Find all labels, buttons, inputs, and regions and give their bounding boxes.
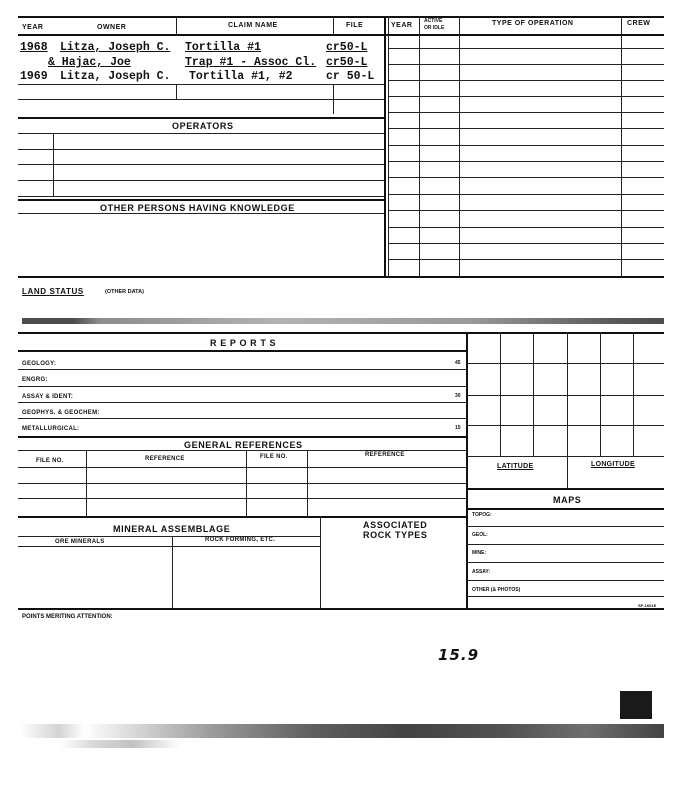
col-year-header: YEAR xyxy=(22,24,44,31)
panel-divider-inner xyxy=(388,16,389,278)
row-line xyxy=(18,99,384,100)
row-sep xyxy=(176,84,177,99)
col-owner-header: OWNER xyxy=(97,24,127,31)
grid-sep xyxy=(533,332,534,456)
other-persons-line xyxy=(18,213,384,214)
grid-line xyxy=(466,363,664,364)
grid-line xyxy=(466,425,664,426)
col-idle-header: OR IDLE xyxy=(424,25,445,31)
operators-title: OPERATORS xyxy=(172,121,234,131)
mineral-sep xyxy=(172,536,173,608)
header-bottom-border xyxy=(18,34,664,36)
right-row-line xyxy=(389,64,664,65)
right-row-line xyxy=(389,210,664,211)
map-other-label: OTHER (& PHOTOS) xyxy=(472,587,521,593)
row3-year: 1969 xyxy=(20,70,48,83)
map-mine-label: MINE: xyxy=(472,550,487,556)
gen-ref-sep xyxy=(246,450,247,516)
right-col-sep xyxy=(419,34,420,276)
operators-sep xyxy=(53,133,54,196)
grid-line xyxy=(466,395,664,396)
report-metallurgical-num: 15 xyxy=(455,425,461,431)
ref-file-no-2: FILE NO. xyxy=(260,454,288,460)
maps-top-border xyxy=(466,488,664,490)
row1-claim: Tortilla #1 xyxy=(185,41,261,54)
operators-line xyxy=(18,133,384,134)
right-row-line xyxy=(389,128,664,129)
operators-line xyxy=(18,180,384,181)
ref-file-no-1: FILE NO. xyxy=(36,458,64,464)
row2-claim: Trap #1 - Assoc Cl. xyxy=(185,56,317,69)
report-assay-num: 30 xyxy=(455,393,461,399)
other-persons-top-border xyxy=(18,199,384,201)
panel-divider xyxy=(384,16,386,278)
row2-file: cr50-L xyxy=(326,56,368,69)
ore-minerals-label: ORE MINERALS xyxy=(55,539,105,545)
points-meriting-attention: POINTS MERITING ATTENTION: xyxy=(22,614,113,620)
grid-sep xyxy=(600,332,601,456)
right-row-line xyxy=(389,243,664,244)
report-line xyxy=(18,386,466,387)
mineral-top-border xyxy=(18,516,466,518)
gen-ref-sep xyxy=(307,450,308,516)
scan-bottom-smear xyxy=(20,724,664,738)
report-engrg-label: ENGRG: xyxy=(22,377,48,383)
mineral-line xyxy=(18,546,320,547)
reports-title: R E P O R T S xyxy=(210,338,277,348)
rock-forming-label: ROCK FORMING, ETC. xyxy=(205,537,276,543)
report-metallurgical-label: METALLURGICAL: xyxy=(22,426,80,432)
right-row-line xyxy=(389,145,664,146)
right-row-line xyxy=(389,177,664,178)
hdr-sep xyxy=(333,18,334,34)
col-crew-header: CREW xyxy=(627,20,651,27)
row1-owner: Litza, Joseph C. xyxy=(60,41,171,54)
report-line xyxy=(18,402,466,403)
form-code: SP-1661E xyxy=(638,603,657,608)
hdr-sep xyxy=(419,18,420,34)
row-sep xyxy=(333,84,334,114)
map-topog-label: TOPOG: xyxy=(472,512,492,518)
map-geol-label: GEOL: xyxy=(472,532,488,538)
grid-line xyxy=(466,456,664,457)
right-row-line xyxy=(389,161,664,162)
col-type-of-operation-header: TYPE OF OPERATION xyxy=(492,20,574,27)
ref-reference-2: REFERENCE xyxy=(365,452,405,458)
row3-claim: Tortilla #1, #2 xyxy=(189,70,293,83)
report-geophys-label: GEOPHYS. & GEOCHEM: xyxy=(22,410,100,416)
mineral-assemblage-title: MINERAL ASSEMBLAGE xyxy=(113,524,231,534)
operators-top-border xyxy=(18,117,384,119)
right-col-sep xyxy=(459,34,460,276)
row3-file: cr 50-L xyxy=(326,70,375,83)
map-line xyxy=(466,580,664,581)
row1-file: cr50-L xyxy=(326,41,368,54)
row-line xyxy=(18,84,384,85)
hdr-sep xyxy=(176,18,177,34)
report-line xyxy=(18,418,466,419)
associated-rock-types-l2: ROCK TYPES xyxy=(363,530,428,540)
report-line xyxy=(18,369,466,370)
land-status-sub: (OTHER DATA) xyxy=(105,289,144,295)
handwritten-number: 15.9 xyxy=(438,646,480,664)
col-year2-header: YEAR xyxy=(391,22,413,29)
report-geology-label: GEOLOGY: xyxy=(22,361,57,367)
col-active-header: ACTIVE xyxy=(424,18,443,24)
grid-sep xyxy=(500,332,501,456)
hdr-sep xyxy=(459,18,460,34)
map-line xyxy=(466,526,664,527)
ref-reference-1: REFERENCE xyxy=(145,456,185,462)
operators-line xyxy=(18,149,384,150)
map-assay-label: ASSAY: xyxy=(472,569,491,575)
right-row-line xyxy=(389,194,664,195)
report-assay-label: ASSAY & IDENT: xyxy=(22,394,74,400)
lower-panel-divider xyxy=(466,332,468,608)
right-row-line xyxy=(389,96,664,97)
other-persons-title: OTHER PERSONS HAVING KNOWLEDGE xyxy=(100,203,295,213)
map-line xyxy=(466,562,664,563)
map-line xyxy=(466,544,664,545)
scan-black-block xyxy=(620,691,652,719)
row2-owner: & Hajac, Joe xyxy=(48,56,131,69)
right-row-line xyxy=(389,259,664,260)
maps-title-border xyxy=(466,508,664,510)
grid-sep xyxy=(633,332,634,456)
mineral-sep xyxy=(320,516,321,608)
latitude-label: LATITUDE xyxy=(497,463,534,470)
gen-ref-sep xyxy=(86,450,87,516)
right-row-line xyxy=(389,80,664,81)
scan-bottom-smear-2 xyxy=(60,740,180,748)
col-file-header: FILE xyxy=(346,22,364,29)
row1-year: 1968 xyxy=(20,41,48,54)
longitude-label: LONGITUDE xyxy=(591,461,635,468)
form-bottom-border xyxy=(18,608,664,610)
reports-title-border xyxy=(18,350,466,352)
right-col-sep xyxy=(621,34,622,276)
general-references-title: GENERAL REFERENCES xyxy=(184,440,303,450)
hdr-sep xyxy=(621,18,622,34)
top-border xyxy=(18,16,664,18)
land-status-top-border xyxy=(18,276,664,278)
right-row-line xyxy=(389,227,664,228)
gen-ref-top-border xyxy=(18,436,466,438)
col-claim-name-header: CLAIM NAME xyxy=(228,22,278,29)
report-geology-num: 45 xyxy=(455,360,461,366)
row3-owner: Litza, Joseph C. xyxy=(60,70,171,83)
right-row-line xyxy=(389,48,664,49)
scan-smear xyxy=(22,318,664,324)
grid-sep xyxy=(567,332,568,488)
operators-line xyxy=(18,196,384,197)
associated-rock-types-l1: ASSOCIATED xyxy=(363,520,428,530)
land-status-title: LAND STATUS xyxy=(22,287,84,296)
map-line xyxy=(466,596,664,597)
operators-line xyxy=(18,164,384,165)
right-row-line xyxy=(389,112,664,113)
maps-title: MAPS xyxy=(553,495,582,505)
